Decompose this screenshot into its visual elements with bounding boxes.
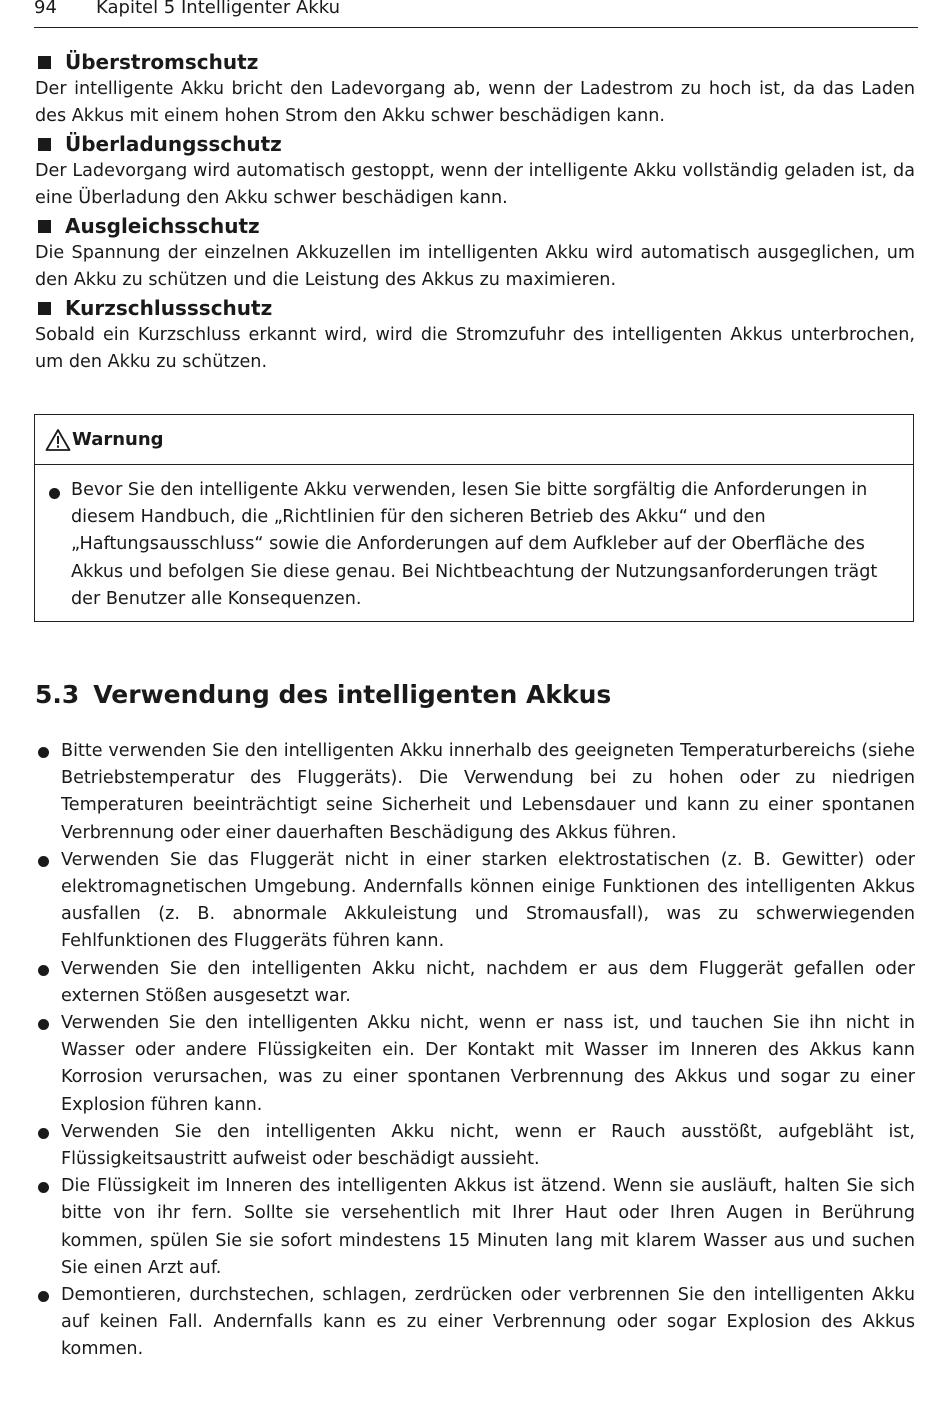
feature-title-text: Überladungsschutz [65, 132, 282, 156]
list-item-text: Verwenden Sie das Fluggerät nicht in einer starken elektrostatischen (z. B. Gewitter) oder elektromagnetischen Umgebung. Andernfalls können einige Funktionen des intelligenten Akkus ausfallen (z. B. abnormale Akkuleistung und Stromausfall), was zu schwerwiegenden Fehlfunktionen des Fluggeräts führen kann. [61, 849, 915, 952]
bullet-dot-icon [38, 965, 49, 976]
square-bullet-icon [38, 220, 51, 233]
list-item-text: Demontieren, durchstechen, schlagen, zerdrücken oder verbrennen Sie den intelligenten Akku auf keinen Fall. Andernfalls kann es zu einer Verbrennung oder sogar Explosion des Akkus kommen. [61, 1285, 915, 1360]
warning-header [35, 415, 913, 465]
bullet-dot-icon [38, 1182, 49, 1193]
bullet-dot-icon [38, 1019, 49, 1030]
list-item-text: Verwenden Sie den intelligenten Akku nicht, wenn er Rauch ausstößt, aufgebläht ist, Flüssigkeitsaustritt aufweist oder beschädigt aussieht. [61, 1121, 915, 1170]
section-number: 5.3 [35, 680, 80, 709]
warning-title: Warnung [72, 429, 164, 450]
feature-overcharge [35, 130, 915, 212]
chapter-title: Kapitel 5 Intelligenter Akku [96, 0, 341, 18]
list-item [35, 847, 915, 956]
protection-features [35, 48, 915, 376]
bullet-dot-icon [38, 1128, 49, 1139]
list-item [35, 1173, 915, 1282]
feature-text: Sobald ein Kurzschluss erkannt wird, wird die Stromzufuhr des intelligenten Akkus unterbrochen, um den Akku zu schützen. [35, 325, 915, 372]
bullet-dot-icon [38, 747, 49, 758]
warning-box [34, 414, 914, 622]
square-bullet-icon [38, 56, 51, 69]
list-item-text: Verwenden Sie den intelligenten Akku nicht, wenn er nass ist, und tauchen Sie ihn nicht in Wasser oder andere Flüssigkeiten ein. Der Kontakt mit Wasser im Inneren des Akkus kann Korrosion verursachen, was zu einer spontanen Verbrennung des Akkus und sogar zu einer Explosion führen kann. [61, 1013, 915, 1115]
square-bullet-icon [38, 138, 51, 151]
bullet-dot-icon [38, 856, 49, 867]
list-item [35, 956, 915, 1010]
page-number: 94 [34, 0, 57, 18]
bullet-dot-icon [38, 1291, 49, 1302]
feature-title [35, 212, 915, 240]
feature-title [35, 130, 915, 158]
feature-text: Der Ladevorgang wird automatisch gestoppt, wenn der intelligente Akku vollständig geladen ist, da eine Überladung den Akku schwer beschädigen kann. [35, 161, 915, 208]
feature-short-circuit [35, 294, 915, 376]
feature-balance [35, 212, 915, 294]
section-heading [35, 678, 611, 712]
list-item-text: Die Flüssigkeit im Inneren des intelligenten Akkus ist ätzend. Wenn sie ausläuft, halten Sie sich bitte von ihr fern. Sollte sie versehentlich mit Ihrer Haut oder Ihren Augen in Berührung kommen, spülen Sie sie sofort mindestens 15 Minuten lang mit klarem Wasser aus und suchen Sie einen Arzt auf. [61, 1176, 915, 1278]
warning-body [35, 465, 913, 613]
usage-bullet-list [35, 738, 915, 1364]
feature-text: Die Spannung der einzelnen Akkuzellen im intelligenten Akku wird automatisch ausgeglichen, um den Akku zu schützen und die Leistung des Akkus zu maximieren. [35, 243, 915, 290]
warning-text: Bevor Sie den intelligente Akku verwenden, lesen Sie bitte sorgfältig die Anforderungen in diesem Handbuch, die „Richtlinien für den sicheren Betrieb des Akku“ und den „Haftungsausschluss“ sowie die Anforderungen auf dem Aufkleber auf der Oberfläche des Akkus und befolgen Sie diese genau. Bei Nichtbeachtung der Nutzungsanforderungen trägt der Benutzer alle Konsequenzen. [71, 480, 878, 609]
list-item [35, 1010, 915, 1119]
feature-title [35, 294, 915, 322]
feature-text: Der intelligente Akku bricht den Ladevorgang ab, wenn der Ladestrom zu hoch ist, da das Laden des Akkus mit einem hohen Strom den Akku schwer beschädigen kann. [35, 79, 915, 126]
feature-title [35, 48, 915, 76]
page-header [34, 0, 918, 28]
list-item-text: Verwenden Sie den intelligenten Akku nicht, nachdem er aus dem Fluggerät gefallen oder externen Stößen ausgesetzt war. [61, 958, 915, 1006]
list-item-text: Bitte verwenden Sie den intelligenten Akku innerhalb des geeigneten Temperaturbereichs (siehe Betriebstemperatur des Fluggeräts). Die Verwendung bei zu hohen oder zu niedrigen Temperaturen beeinträchtigt seine Sicherheit und Lebensdauer und kann zu einer spontanen Verbrennung oder einer dauerhaften Beschädigung des Akkus führen. [61, 741, 915, 843]
feature-title-text: Überstromschutz [65, 50, 259, 74]
list-item [35, 1282, 915, 1364]
feature-overcurrent [35, 48, 915, 130]
bullet-dot-icon [49, 488, 60, 499]
square-bullet-icon [38, 302, 51, 315]
list-item [35, 1119, 915, 1173]
feature-title-text: Kurzschlussschutz [65, 296, 273, 320]
section-title: Verwendung des intelligenten Akkus [93, 680, 612, 709]
warning-triangle-icon [45, 428, 71, 452]
list-item [35, 738, 915, 847]
feature-title-text: Ausgleichsschutz [65, 214, 260, 238]
